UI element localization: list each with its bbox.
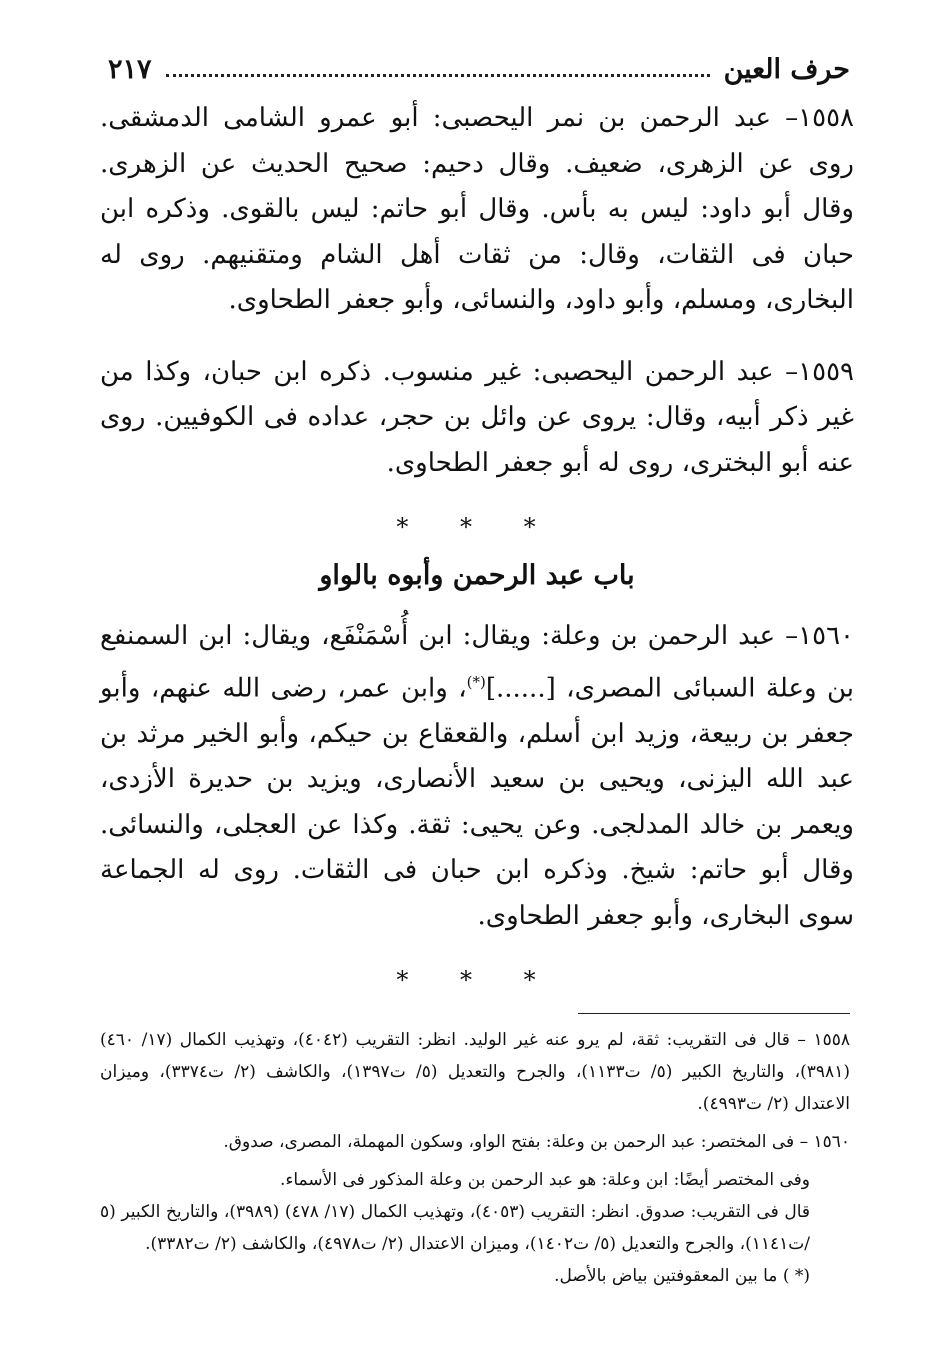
entry-1560-part-a: ١٥٦٠– عبد الرحمن بن وعلة: ويقال: ابن أُسْمَنْفَع، ويقال: ابن السمنفع بن وعلة السبائى المصرى، [......]: [100, 621, 854, 704]
page-number: ٢١٧: [108, 53, 152, 85]
footnote-1558: ١٥٥٨ – قال فى التقريب: ثقة، لم يرو عنه غير الوليد. انظر: التقريب (٤٠٤٢)، وتهذيب الكمال (١٧/ ٤٦٠) (٣٩٨١)، والتاريخ الكبير (٥/ ت١١٣٣)، والجرح والتعديل (٥/ ت١٣٩٧)، والكاشف (٢/ ت٣٣٧٤)، وميزان الاعتدال (٢/ ت٤٩٩٣).: [100, 1030, 850, 1114]
footnotes: [100, 1024, 850, 1292]
footnote-rule: [578, 1013, 850, 1014]
footnote-star: (* ) ما بين المعقوفتين بياض بالأصل.: [554, 1266, 810, 1286]
entry-1560-part-b: ، وابن عمر، رضى الله عنهم، وأبو جعفر بن ربيعة، وزيد ابن أسلم، والقعقاع بن حيكم، وأبو الخير مرثد بن عبد الله اليزنى، ويحيى بن سعيد الأنصارى، ويزيد بن حديرة الأزدى، ويعمر بن خالد المدلجى. وعن يحيى: ثقة. وكذا عن العجلى، والنسائى. وقال أبو حاتم: شيخ. وذكره ابن حبان فى الثقات. روى له الجماعة سوى البخارى، وأبو جعفر الطحاوى.: [100, 673, 854, 931]
entry-1558: ١٥٥٨– عبد الرحمن بن نمر اليحصبى: أبو عمرو الشامى الدمشقى. روى عن الزهرى، ضعيف. وقال دحيم: صحيح الحديث عن الزهرى. وقال أبو داود: ليس به بأس. وقال أبو حاتم: ليس بالقوى. وذكره ابن حبان فى الثقات، وقال: من ثقات أهل الشام ومتقنيهم. روى له البخارى، ومسلم، وأبو داود، والنسائى، وأبو جعفر الطحاوى.: [100, 103, 854, 315]
header-title: حرف العين: [723, 53, 850, 85]
footnote-marker: (*): [466, 672, 486, 691]
footnote-1560-line-2: وفى المختصر أيضًا: ابن وعلة: هو عبد الرحمن بن وعلة المذكور فى الأسماء.: [279, 1170, 810, 1190]
entry-1559: ١٥٥٩– عبد الرحمن اليحصبى: غير منسوب. ذكره ابن حبان، وكذا من غير ذكر أبيه، وقال: يروى عن وائل بن حجر، عداده فى الكوفيين. روى عنه أبو البخترى، روى له أبو جعفر الطحاوى.: [100, 356, 854, 478]
chapter-title: باب عبد الرحمن وأبوه بالواو: [319, 560, 635, 591]
entry-1560: [100, 614, 854, 939]
header-leader-dots: [166, 74, 710, 77]
running-header: [108, 44, 850, 94]
footnote-1560-line-3: قال فى التقريب: صدوق. انظر: التقريب (٤٠٥٣)، وتهذيب الكمال (١٧/ ٤٧٨) (٣٩٨٩)، والتاريخ الكبير (٥ /ت١١٤١)، والجرح والتعديل (٥/ ت١٤٠٢)، وميزان الاعتدال (٢/ ت٤٩٧٨)، والكاشف (٢/ ت٣٣٨٢).: [100, 1202, 811, 1254]
end-separator: * * *: [396, 966, 558, 995]
footnote-1560-line-1: ١٥٦٠ – فى المختصر: عبد الرحمن بن وعلة: بفتح الواو، وسكون المهملة، المصرى، صدوق.: [223, 1132, 850, 1152]
main-text: [100, 96, 854, 1009]
section-separator: * * *: [396, 513, 558, 541]
